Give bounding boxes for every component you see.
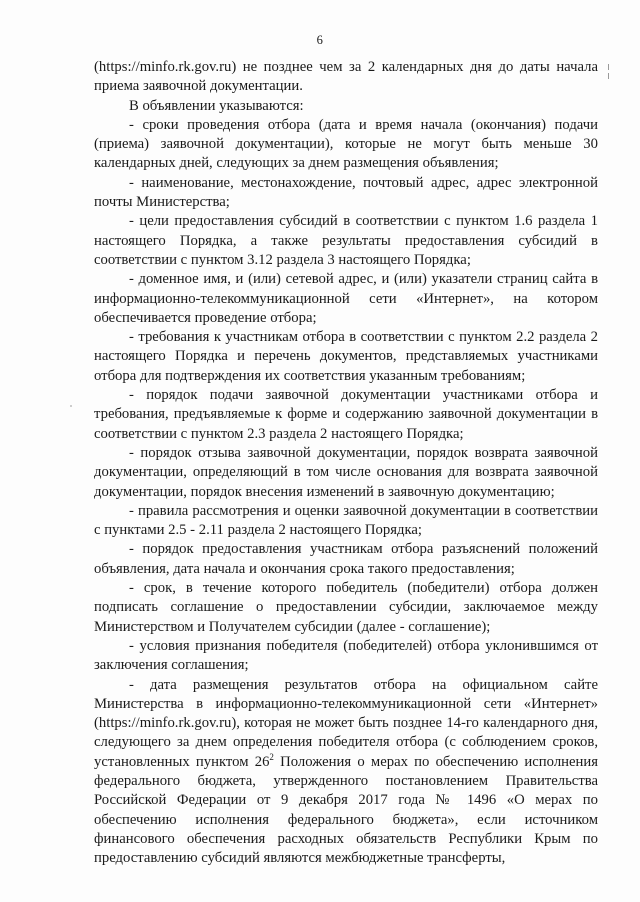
list-item: - наименование, местонахождение, почтовый адрес, адрес электронной почты Министерства;	[94, 174, 598, 211]
superscript-index: 2	[269, 751, 274, 762]
scan-speck	[70, 405, 72, 407]
list-item: - порядок отзыва заявочной документации, порядок возврата заявочной документации, определяющий в том числе основания для возврата заявочной документации, порядок внесения изменений в заявочную документацию;	[94, 444, 598, 500]
intro-paragraph: В объявлении указываются:	[129, 97, 304, 114]
list-item: - правила рассмотрения и оценки заявочной документации в соответствии с пунктами 2.5 - 2.11 раздела 2 настоящего Порядка;	[94, 502, 598, 539]
list-item: - срок, в течение которого победитель (победители) отбора должен подписать соглашение о предоставлении субсидии, заключаемое между Министерством и Получателем субсидии (далее - соглашение);	[94, 580, 598, 635]
results-text-part-1: - дата размещения результатов отбора на официальном сайте Министерства в информационно-телекоммуникационной сети «Интернет» (https://minfo.rk.gov.ru), которая не может быть позднее 14-го календарного дня, следующего за днем определения победителя отбора (с соблюдением сроков, установленных пунктом 26	[94, 676, 598, 770]
document-body	[94, 58, 598, 868]
list-item: - порядок подачи заявочной документации участниками отбора и требования, предъявляемые к форме и содержанию заявочной документации в соответствии с пунктом 2.3 раздела 2 настоящего Порядка;	[94, 387, 598, 442]
list-item: - цели предоставления субсидий в соответствии с пунктом 1.6 раздела 1 настоящего Порядка, а также результаты предоставления субсидий в соответствии с пунктом 3.12 раздела 3 настоящего Порядка;	[94, 213, 598, 268]
list-item: - сроки проведения отбора (дата и время начала (окончания) подачи (приема) заявочной документации), которые не могут быть меньше 30 календарных дней, следующих за днем размещения объявления;	[94, 116, 598, 172]
list-item: - порядок предоставления участникам отбора разъяснений положений объявления, дата начала и окончания срока такого предоставления;	[94, 541, 598, 577]
list-item-results-publication	[94, 676, 598, 869]
list-item: - требования к участникам отбора в соответствии с пунктом 2.2 раздела 2 настоящего Порядка и перечень документов, представляемых участниками отбора для подтверждения их соответствия указанным требованиям;	[94, 329, 598, 384]
margin-scan-mark	[608, 64, 609, 84]
list-item: - условия признания победителя (победителей) отбора уклонившимся от заключения соглашения;	[94, 637, 598, 674]
list-item: - доменное имя, и (или) сетевой адрес, и (или) указатели страниц сайта в информационно-телекоммуникационной сети «Интернет», на котором обеспечивается проведение отбора;	[94, 271, 598, 326]
lead-paragraph: (https://minfo.rk.gov.ru) не позднее чем за 2 календарных дня до даты начала приема заявочной документации.	[94, 59, 598, 95]
page-number: 6	[316, 33, 324, 47]
results-text-part-2: Положения о мерах по обеспечению исполнения федерального бюджета, утвержденного постановлением Правительства Российской Федерации от 9 декабря 2017 года № 1496 «О мерах по обеспечению исполнения федерального бюджета», если источником финансового обеспечения расходных обязательств Республики Крым по предоставлению субсидий являются межбюджетные трансферты,	[94, 753, 599, 867]
